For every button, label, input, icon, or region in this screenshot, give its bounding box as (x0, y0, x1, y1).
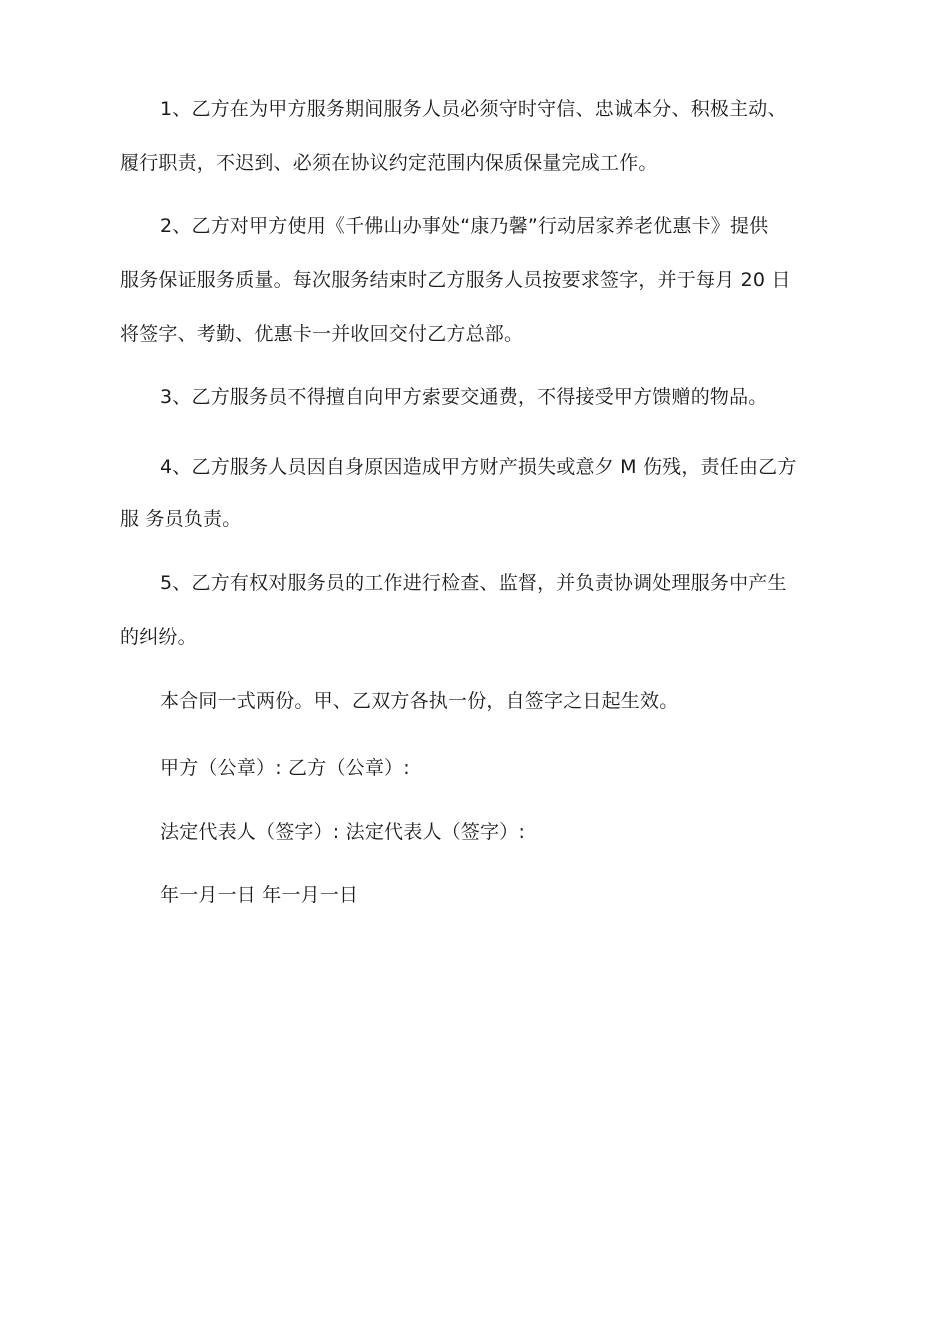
clause-2-line-1: 2、乙方对甲方使用《千佛山办事处“康乃馨”行动居家养老优惠卡》提供 (160, 215, 769, 237)
clause-2-line-2: 服务保证服务质量。每次服务结束时乙方服务人员按要求签字，并于每月 20 日 (120, 269, 791, 291)
closing-statement: 本合同一式两份。甲、乙双方各执一份，自签字之日起生效。 (160, 690, 679, 712)
clause-2-line-3: 将签字、考勤、优惠卡一并收回交付乙方总部。 (120, 323, 524, 345)
representative-line: 法定代表人（签字）: 法定代表人（签字）: (160, 821, 526, 843)
clause-3-line-1: 3、乙方服务员不得擅自向甲方索要交通费，不得接受甲方馈赠的物品。 (160, 386, 768, 408)
clause-4-line-2: 服 务员负责。 (120, 508, 242, 530)
clause-5-line-1: 5、乙方有权对服务员的工作进行检查、监督，并负责协调处理服务中产生 (160, 572, 787, 594)
clause-1-line-2: 履行职责，不迟到、必须在协议约定范围内保质保量完成工作。 (120, 152, 658, 174)
date-line: 年一月一日 年一月一日 (160, 884, 359, 906)
clause-4-line-1: 4、乙方服务人员因自身原因造成甲方财产损失或意夕 M 伤残，责任由乙方 (160, 456, 797, 478)
clause-1-line-1: 1、乙方在为甲方服务期间服务人员必须守时守信、忠诚本分、积极主动、 (160, 98, 787, 120)
clause-5-line-2: 的纠纷。 (120, 626, 197, 648)
seal-line: 甲方（公章）: 乙方（公章）: (160, 757, 410, 779)
